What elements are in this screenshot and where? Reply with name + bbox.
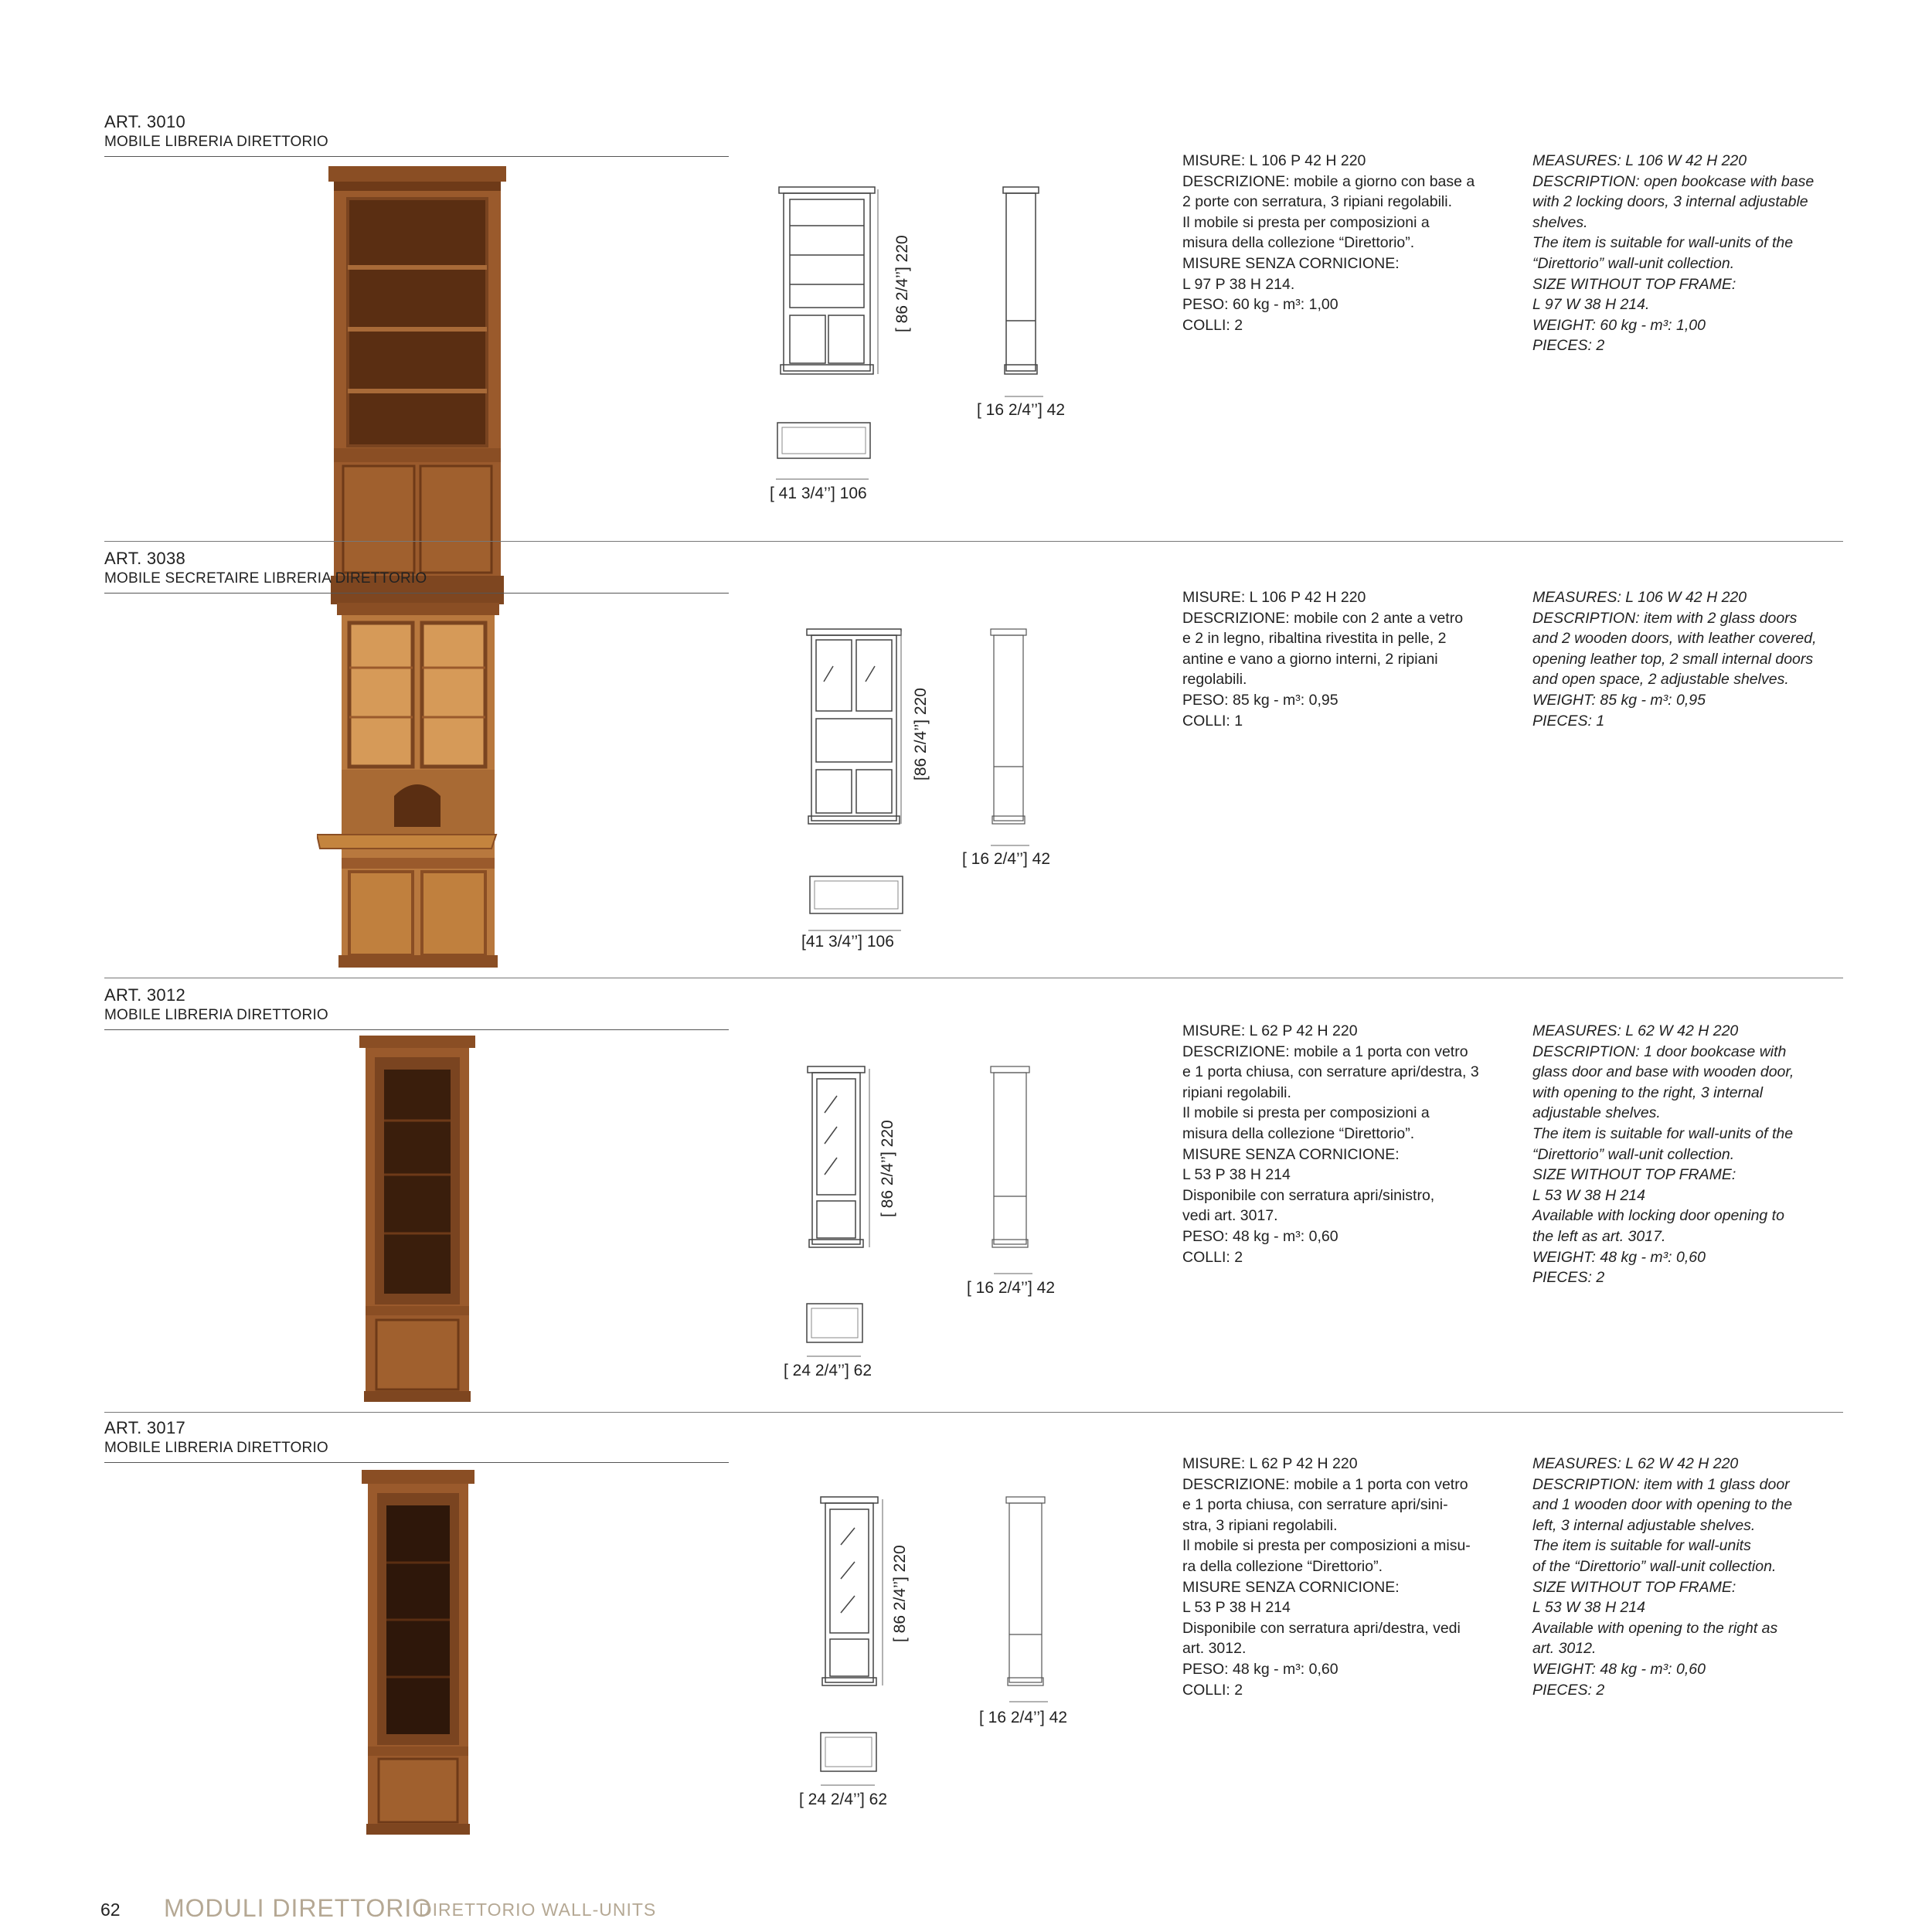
description-line: The item is suitable for wall-units of the — [1532, 234, 1794, 252]
description-line: SIZE WITHOUT TOP FRAME: — [1532, 1166, 1736, 1184]
article-name: MOBILE LIBRERIA DIRETTORIO — [104, 134, 328, 150]
plan-view-drawing — [776, 421, 872, 461]
side-elevation-drawing — [1002, 185, 1040, 379]
width-dimension: [ 41 3/4’’] 106 — [770, 485, 867, 502]
article-name: MOBILE LIBRERIA DIRETTORIO — [104, 1007, 328, 1023]
description-line: MISURE: L 106 P 42 H 220 — [1182, 152, 1366, 169]
title-underline — [104, 1029, 729, 1030]
description-line: MISURE SENZA CORNICIONE: — [1182, 254, 1400, 272]
description-line: L 97 P 38 H 214. — [1182, 275, 1295, 293]
article-name: MOBILE LIBRERIA DIRETTORIO — [104, 1440, 328, 1456]
front-elevation-drawing — [819, 1495, 886, 1689]
italian-description — [1182, 587, 1515, 731]
description-line: 2 porte con serratura, 3 ripiani regolabili. — [1182, 193, 1453, 211]
article-number: ART. 3017 — [104, 1418, 186, 1437]
height-dimension: [ 86 2/4’’] 220 — [879, 1120, 896, 1217]
title-underline — [104, 1462, 729, 1463]
description-line: e 1 porta chiusa, con serrature apri/destra, 3 — [1182, 1063, 1479, 1081]
dimension-line — [994, 1272, 1032, 1275]
description-line: the left as art. 3017. — [1532, 1227, 1666, 1245]
product-photo — [362, 1470, 474, 1839]
description-line: vedi art. 3017. — [1182, 1207, 1278, 1225]
description-line: MISURE: L 106 P 42 H 220 — [1182, 589, 1366, 606]
description-line: MISURE SENZA CORNICIONE: — [1182, 1578, 1400, 1596]
height-dimension: [ 86 2/4’’] 220 — [893, 235, 911, 332]
description-line: Disponibile con serratura apri/sinistro, — [1182, 1186, 1435, 1204]
description-line: e 1 porta chiusa, con serrature apri/sini- — [1182, 1496, 1448, 1514]
description-line: PESO: 48 kg - m³: 0,60 — [1182, 1227, 1338, 1245]
description-line: MISURE: L 62 P 42 H 220 — [1182, 1455, 1358, 1472]
plan-view-drawing — [819, 1731, 878, 1774]
product-section-3012 — [0, 985, 1932, 1418]
description-line: Disponibile con serratura apri/destra, vedi — [1182, 1619, 1461, 1637]
description-line: PIECES: 1 — [1532, 712, 1605, 730]
description-line: left, 3 internal adjustable shelves. — [1532, 1516, 1756, 1534]
product-section-3038 — [0, 549, 1932, 981]
description-line: DESCRIZIONE: mobile a 1 porta con vetro — [1182, 1043, 1468, 1060]
description-line: COLLI: 2 — [1182, 1681, 1243, 1699]
width-dimension: [ 24 2/4’’] 62 — [799, 1791, 888, 1808]
article-name: MOBILE SECRETAIRE LIBRERIA DIRETTORIO — [104, 570, 427, 587]
footer-title: MODULI DIRETTORIO — [164, 1894, 433, 1922]
description-line: WEIGHT: 60 kg - m³: 1,00 — [1532, 316, 1706, 334]
description-line: Available with locking door opening to — [1532, 1207, 1784, 1225]
title-underline — [104, 156, 729, 157]
description-line: art. 3012. — [1532, 1640, 1597, 1658]
dimension-line — [991, 844, 1029, 847]
description-line: e 2 in legno, ribaltina rivestita in pelle, 2 — [1182, 630, 1447, 648]
article-number: ART. 3010 — [104, 112, 186, 131]
description-line: and 1 wooden door with opening to the — [1532, 1496, 1793, 1514]
description-line: regolabili. — [1182, 671, 1247, 689]
description-line: DESCRIZIONE: mobile con 2 ante a vetro — [1182, 609, 1464, 627]
description-line: adjustable shelves. — [1532, 1104, 1661, 1122]
description-line: MEASURES: L 62 W 42 H 220 — [1532, 1455, 1739, 1472]
dimension-line — [807, 1355, 861, 1358]
article-number: ART. 3012 — [104, 985, 186, 1005]
english-description — [1532, 151, 1857, 356]
width-dimension: [41 3/4’’] 106 — [801, 933, 894, 951]
description-line: DESCRIZIONE: mobile a 1 porta con vetro — [1182, 1475, 1468, 1493]
page-number: 62 — [100, 1900, 121, 1920]
description-line: The item is suitable for wall-units — [1532, 1537, 1751, 1555]
front-elevation-drawing — [804, 628, 904, 828]
height-dimension: [86 2/4’’] 220 — [912, 688, 930, 781]
description-line: PIECES: 2 — [1532, 337, 1605, 355]
section-divider — [104, 541, 1843, 542]
article-number: ART. 3038 — [104, 549, 186, 568]
product-photo — [359, 1036, 475, 1406]
description-line: L 53 P 38 H 214 — [1182, 1166, 1291, 1184]
depth-dimension: [ 16 2/4’’] 42 — [977, 401, 1066, 419]
description-line: MISURE: L 62 P 42 H 220 — [1182, 1022, 1358, 1039]
description-line: COLLI: 2 — [1182, 316, 1243, 334]
description-line: antine e vano a giorno interni, 2 ripiani — [1182, 650, 1438, 668]
section-divider — [104, 1412, 1843, 1413]
description-line: stra, 3 ripiani regolabili. — [1182, 1516, 1338, 1534]
dimension-line — [1009, 1700, 1048, 1703]
description-line: of the “Direttorio” wall-unit collection. — [1532, 1557, 1777, 1575]
height-dimension: [ 86 2/4’’] 220 — [891, 1545, 909, 1642]
width-dimension: [ 24 2/4’’] 62 — [784, 1362, 872, 1379]
english-description — [1532, 587, 1857, 731]
description-line: ripiani regolabili. — [1182, 1083, 1291, 1101]
description-line: “Direttorio” wall-unit collection. — [1532, 254, 1735, 272]
description-line: WEIGHT: 48 kg - m³: 0,60 — [1532, 1660, 1706, 1678]
description-line: Il mobile si presta per composizioni a — [1182, 1104, 1430, 1122]
product-section-3010 — [0, 112, 1932, 545]
front-elevation-drawing — [773, 185, 881, 379]
dimension-line — [1005, 395, 1043, 398]
description-line: MEASURES: L 106 W 42 H 220 — [1532, 589, 1747, 606]
description-line: opening leather top, 2 small internal doors — [1532, 650, 1814, 668]
description-line: Il mobile si presta per composizioni a misu- — [1182, 1537, 1471, 1555]
description-line: SIZE WITHOUT TOP FRAME: — [1532, 275, 1736, 293]
description-line: L 53 W 38 H 214 — [1532, 1599, 1645, 1617]
description-line: DESCRIPTION: 1 door bookcase with — [1532, 1043, 1787, 1060]
product-photo — [317, 603, 518, 970]
side-elevation-drawing — [989, 628, 1028, 828]
description-line: The item is suitable for wall-units of the — [1532, 1124, 1794, 1142]
description-line: misura della collezione “Direttorio”. — [1182, 1124, 1415, 1142]
description-line: misura della collezione “Direttorio”. — [1182, 234, 1415, 252]
description-line: shelves. — [1532, 213, 1588, 231]
depth-dimension: [ 16 2/4’’] 42 — [962, 850, 1051, 868]
description-line: PIECES: 2 — [1532, 1681, 1605, 1699]
description-line: with 2 locking doors, 3 internal adjustable — [1532, 193, 1808, 211]
description-line: SIZE WITHOUT TOP FRAME: — [1532, 1578, 1736, 1596]
italian-description — [1182, 1454, 1515, 1700]
dimension-line — [776, 478, 869, 481]
description-line: COLLI: 1 — [1182, 712, 1243, 730]
description-line: art. 3012. — [1182, 1640, 1247, 1658]
depth-dimension: [ 16 2/4’’] 42 — [967, 1279, 1056, 1297]
english-description — [1532, 1021, 1857, 1288]
description-line: L 53 P 38 H 214 — [1182, 1599, 1291, 1617]
product-section-3017 — [0, 1418, 1932, 1851]
depth-dimension: [ 16 2/4’’] 42 — [979, 1709, 1068, 1726]
front-elevation-drawing — [806, 1065, 872, 1250]
description-line: PESO: 48 kg - m³: 0,60 — [1182, 1660, 1338, 1678]
description-line: “Direttorio” wall-unit collection. — [1532, 1145, 1735, 1163]
description-line: WEIGHT: 48 kg - m³: 0,60 — [1532, 1248, 1706, 1266]
description-line: Il mobile si presta per composizioni a — [1182, 213, 1430, 231]
description-line: and open space, 2 adjustable shelves. — [1532, 671, 1789, 689]
footer-subtitle: DIRETTORIO WALL-UNITS — [419, 1900, 657, 1920]
description-line: DESCRIPTION: item with 1 glass door — [1532, 1475, 1790, 1493]
description-line: Available with opening to the right as — [1532, 1619, 1778, 1637]
dimension-line — [808, 929, 901, 932]
description-line: PIECES: 2 — [1532, 1269, 1605, 1287]
description-line: L 53 W 38 H 214 — [1532, 1186, 1645, 1204]
description-line: DESCRIPTION: open bookcase with base — [1532, 172, 1815, 190]
description-line: L 97 W 38 H 214. — [1532, 296, 1650, 314]
title-underline — [104, 593, 729, 594]
dimension-line — [821, 1784, 875, 1787]
description-line: with opening to the right, 3 internal — [1532, 1083, 1764, 1101]
description-line: glass door and base with wooden door, — [1532, 1063, 1794, 1081]
description-line: and 2 wooden doors, with leather covered, — [1532, 630, 1817, 648]
description-line: COLLI: 2 — [1182, 1248, 1243, 1266]
description-line: MEASURES: L 62 W 42 H 220 — [1532, 1022, 1739, 1039]
description-line: MEASURES: L 106 W 42 H 220 — [1532, 152, 1747, 169]
description-line: WEIGHT: 85 kg - m³: 0,95 — [1532, 691, 1706, 709]
description-line: PESO: 85 kg - m³: 0,95 — [1182, 691, 1338, 709]
english-description — [1532, 1454, 1857, 1700]
plan-view-drawing — [808, 875, 904, 917]
description-line: ra della collezione “Direttorio”. — [1182, 1557, 1383, 1575]
italian-description — [1182, 1021, 1515, 1267]
description-line: DESCRIPTION: item with 2 glass doors — [1532, 609, 1798, 627]
side-elevation-drawing — [1005, 1495, 1048, 1689]
description-line: MISURE SENZA CORNICIONE: — [1182, 1145, 1400, 1163]
italian-description — [1182, 151, 1515, 335]
side-elevation-drawing — [989, 1065, 1032, 1250]
description-line: DESCRIZIONE: mobile a giorno con base a — [1182, 172, 1475, 190]
plan-view-drawing — [805, 1302, 864, 1345]
description-line: PESO: 60 kg - m³: 1,00 — [1182, 296, 1338, 314]
